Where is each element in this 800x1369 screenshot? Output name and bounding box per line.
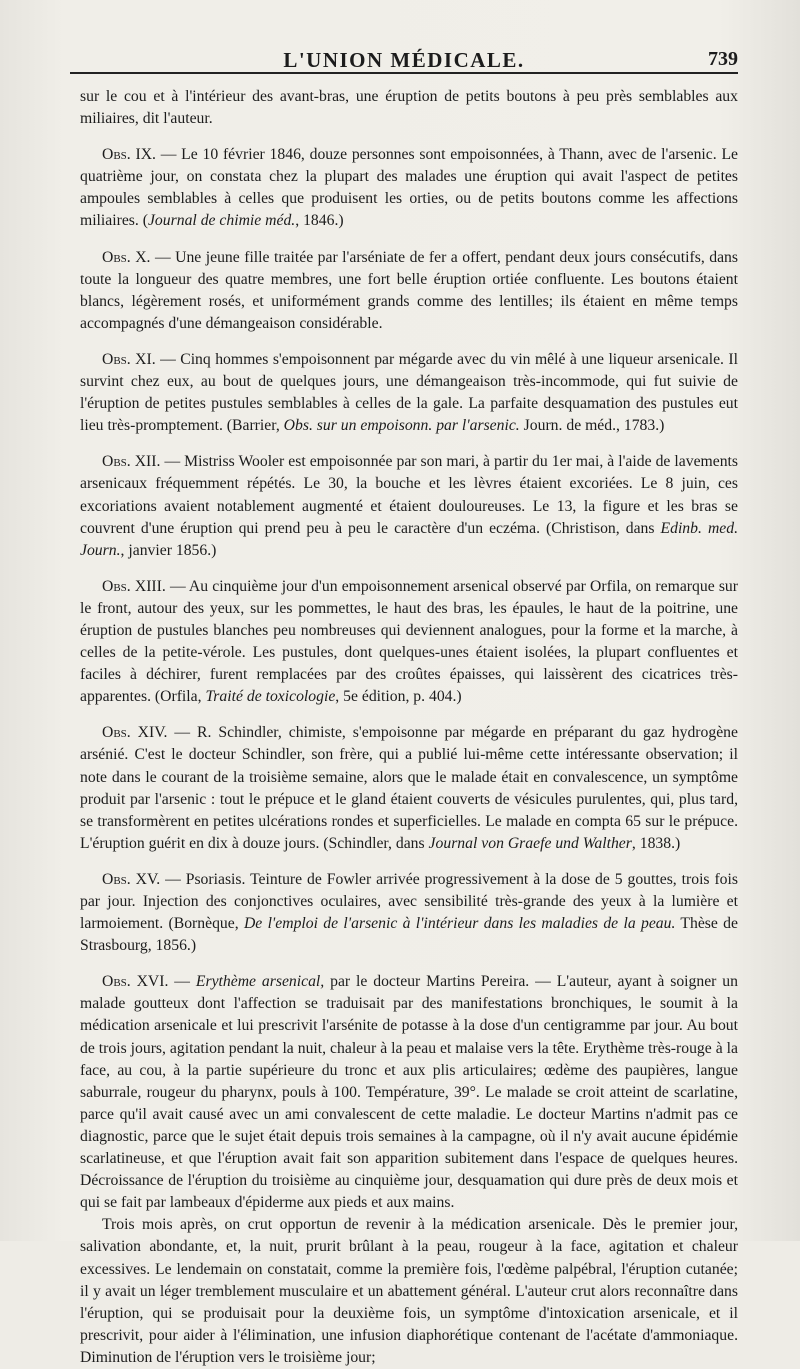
paragraph-text: — (168, 973, 196, 991)
paragraph (80, 722, 738, 855)
citation-italic: Journal de chimie méd. (147, 212, 296, 230)
paragraph-text: , 1838.) (631, 834, 681, 852)
citation-italic: Journal von Graefe und Walther (428, 834, 632, 852)
observation-label: Obs. XI. (102, 350, 156, 368)
observation-label: Obs. XVI. (102, 973, 169, 991)
page-number: 739 (708, 48, 738, 70)
paragraph (80, 576, 738, 709)
paragraph-text: Trois mois après, on crut opportun de revenir à la médication arsenicale. Dès le premier jour, salivation abondante, et, la nuit, prurit brûlant à la peau, rougeur à la face, agitation et chaleur excessives. Le lendemain on constatait, comme la première fois, l'œdème palpébral, l'éruption cutanée; il y avait un léger tremblement musculaire et un abattement général. L'auteur crut alors reconnaître dans l'éruption, qui se produisait pour la deuxième fois, un symptôme d'intoxication arsenicale, et il prescrivit, pour aider à l'élimination, une infusion diaphorétique contenant de l'acétate d'ammoniaque. Diminution de l'éruption vers le troisième jour; (80, 1216, 738, 1366)
paragraph-text: sur le cou et à l'intérieur des avant-bras, une éruption de petits boutons à peu près semblables aux miliaires, dit l'auteur. (80, 88, 738, 128)
observation-label: Obs. XIII. (102, 577, 166, 595)
citation-italic: De l'emploi de l'arsenic à l'intérieur dans les maladies de la peau. (243, 915, 676, 933)
paragraph-text: , 1846.) (295, 212, 344, 230)
paragraph (80, 451, 738, 561)
paragraph (80, 971, 738, 1214)
paragraph-text: , janvier 1856.) (120, 541, 217, 559)
paragraph-text: Thèse de Strasbourg, 1856.) (80, 915, 738, 955)
body-text (80, 86, 738, 1369)
paragraph-text: Journ. de méd., 1783.) (519, 417, 665, 435)
paragraph-text: , 5e édition, p. 404.) (335, 688, 462, 706)
paragraph-text: — Psoriasis. Teinture de Fowler arrivée progressivement à la dose de 5 gouttes, trois fois par jour. Injection des conjonctives oculaires, avec sensibilité très-grande des yeux à la lumière et larmoiement. (Bornèque, (80, 870, 738, 933)
paragraph-text: — R. Schindler, chimiste, s'empoisonne par mégarde en préparant du gaz hydrogène arsénié. C'est le docteur Schindler, son frère, qui a publié lui-même cette intéressante observation; il note dans le courant de la troisième semaine, alors que le malade était en convalescence, un symptôme produit par l'arsenic : tout le prépuce et le gland étaient couverts de vésicules purulentes, qui, plus tard, se transformèrent en petites ulcérations rondes et superficielles. Le malade en compta 65 sur le prépuce. L'éruption guérit en dix à douze jours. (Schindler, dans (80, 724, 738, 852)
paragraph (80, 144, 738, 232)
observation-label: Obs. X. (102, 248, 151, 266)
observation-label: Obs. XIV. (102, 724, 168, 742)
observation-label: Obs. XII. (102, 453, 161, 471)
paragraph (80, 869, 738, 957)
citation-italic: Obs. sur un empoisonn. par l'arsenic. (283, 417, 520, 435)
journal-title: L'UNION MÉDICALE. (283, 48, 525, 72)
observation-label: Obs. IX. (102, 146, 156, 164)
paragraph-text: — Cinq hommes s'empoisonnent par mégarde avec du vin mêlé à une liqueur arsenicale. Il survint chez eux, au bout de quelques jours, une démangeaison très-incommode, qui fut suivie de l'éruption de petites pustules semblables à celles de la gale. La parfaite desquamation des pustules eut lieu très-promptement. (Barrier, (80, 350, 738, 435)
paragraph-text: — Mistriss Wooler est empoisonnée par son mari, à partir du 1er mai, à l'aide de lavements arsenicaux fréquemment répétés. Le 30, la bouche et les lèvres étaient excoriées. Le 8 juin, ces excoriations avaient notablement augmenté et étaient douloureuses. Le 13, la figure et les bras se couvrent d'une éruption qui prend peu à peu le caractère d'un eczéma. (Christison, dans (80, 453, 738, 537)
paragraph (80, 1214, 738, 1369)
paragraph-text: — Le 10 février 1846, douze personnes sont empoisonnées, à Thann, avec de l'arsenic. Le quatrième jour, on constata chez la plupart des malades une éruption qui avait l'aspect de petites ampoules semblables à celles que produisent les orties, ou de petits boutons comme les affections miliaires. ( (80, 146, 738, 230)
running-header (70, 44, 738, 74)
paragraph-continued (80, 86, 738, 130)
citation-italic: Traité de toxicologie (205, 688, 336, 706)
citation-italic: Erythème arsenical, (195, 973, 325, 991)
paragraph-text: — Au cinquième jour d'un empoisonnement arsenical observé par Orfila, on remarque sur le front, autour des yeux, sur les pommettes, le haut des bras, les épaules, le haut de la poitrine, une éruption de pustules blanches peu nombreuses qui deviennent analogues, pour la forme et la marche, à celles de la petite-vérole. Les pustules, dont quelques-unes étaient isolées, la plupart confluentes et faciles à déchirer, furent remplacées par des croûtes épaisses, qui laissèrent des cicatrices très-apparentes. (Orfila, (80, 577, 738, 706)
paragraph-text: — Une jeune fille traitée par l'arséniate de fer a offert, pendant deux jours consécutifs, dans toute la longueur des quatre membres, une fort belle éruption ortiée confluente. Les boutons étaient blancs, légèrement rosés, et uniformément grands comme des lentilles; ils étaient en même temps accompagnés d'une démangeaison considérable. (80, 248, 738, 332)
paragraph (80, 247, 738, 335)
citation-italic: Edinb. med. Journ. (80, 519, 738, 559)
observation-label: Obs. XV. (102, 870, 161, 888)
paragraph-text: par le docteur Martins Pereira. — L'auteur, ayant à soigner un malade goutteux dont l'affection se traduisait par des manifestations bronchiques, le soumit à la médication arsenicale et lui prescrivit l'arsénite de potasse à la dose d'un centigramme par jour. Au bout de trois jours, agitation pendant la nuit, chaleur à la peau et malaise vers la tête. Erythème très-rouge à la face, au cou, à la partie supérieure du tronc et aux plis articulaires; œdème des paupières, langue saburrale, rougeur du pharynx, pouls à 100. Température, 39°. Le malade se croit atteint de scarlatine, parce qu'il avait causé avec un ami convalescent de cette maladie. Le docteur Martins n'admit pas ce diagnostic, parce que le sujet était depuis trois semaines à la campagne, où il n'y avait aucune épidémie scarlatineuse, et que l'éruption avait fait son apparition subitement dans l'espace de quelques heures. Décroissance de l'éruption du troisième au cinquième jour, desquamation qui dure près de deux mois et qui se fait par lambeaux d'épiderme aux pieds et aux mains. (80, 973, 738, 1212)
header-rule (70, 72, 738, 74)
paragraph (80, 349, 738, 437)
